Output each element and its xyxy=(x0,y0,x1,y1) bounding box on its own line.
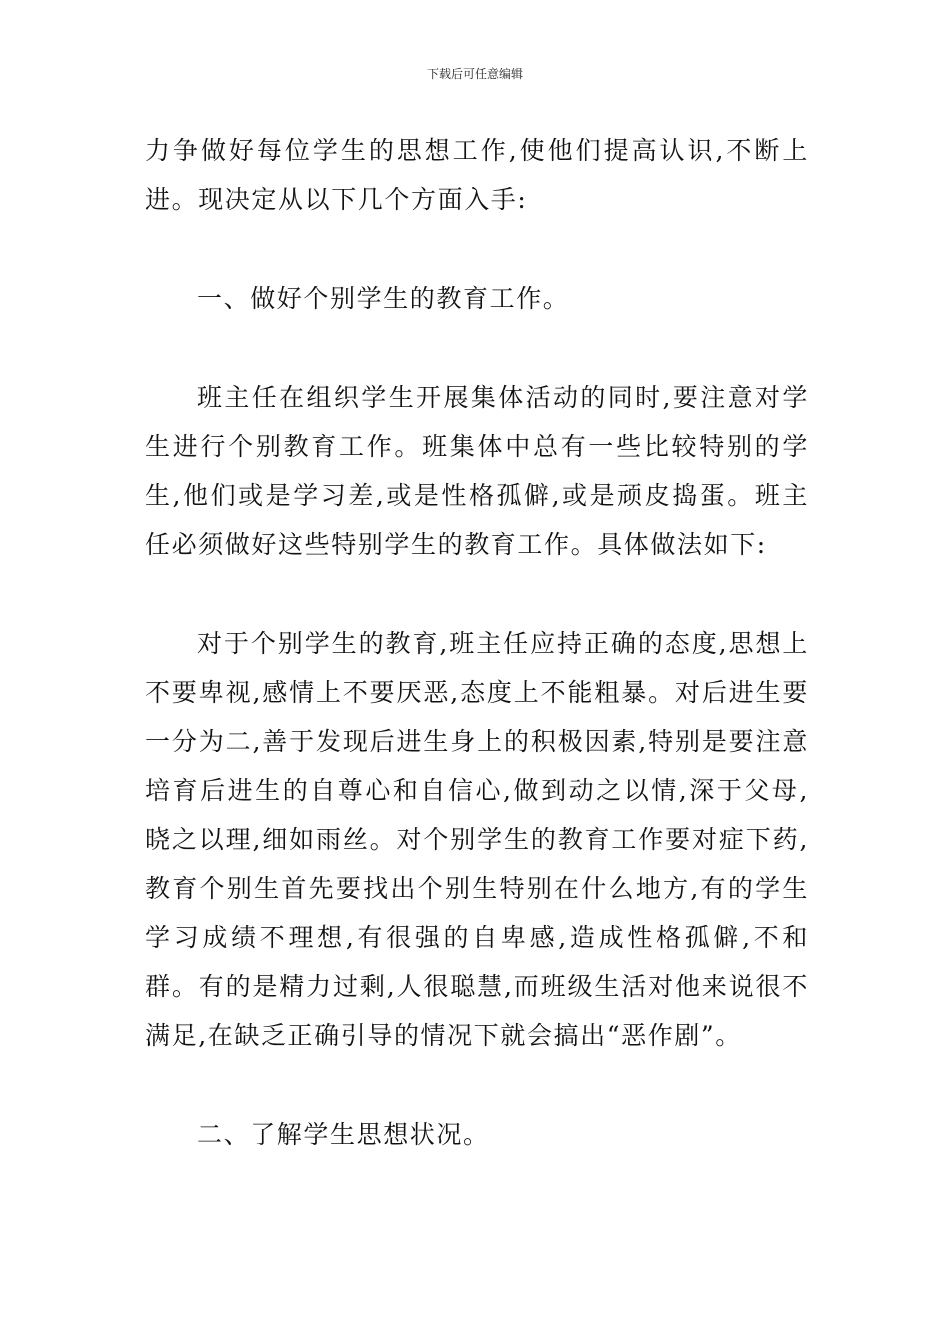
paragraph-continuation: 力争做好每位学生的思想工作,使他们提高认识,不断上进。现决定从以下几个方面入手: xyxy=(145,136,809,214)
paragraph-individual-education: 班主任在组织学生开展集体活动的同时,要注意对学生进行个别教育工作。班集体中总有一些比较特别的学生,他们或是学习差,或是性格孤僻,或是顽皮捣蛋。班主任必须做好这些特别学生的教育工作。具体做法如下: xyxy=(145,383,809,559)
document-body xyxy=(145,126,809,1159)
paragraph-teacher-attitude: 对于个别学生的教育,班主任应持正确的态度,思想上不要卑视,感情上不要厌恶,态度上不能粗暴。对后进生要一分为二,善于发现后进生身上的积极因素,特别是要注意培育后进生的自尊心和自信心,做到动之以情,深于父母,晓之以理,细如雨丝。对个别学生的教育工作要对症下药,教育个别生首先要找出个别生特别在什么地方,有的学生学习成绩不理想,有很强的自卑感,造成性格孤僻,不和群。有的是精力过剩,人很聪慧,而班级生活对他来说很不满足,在缺乏正确引导的情况下就会搞出“恶作剧”。 xyxy=(145,629,809,1050)
section-heading-1: 一、做好个别学生的教育工作。 xyxy=(197,284,570,313)
page-header: 下载后可任意编辑 xyxy=(426,67,523,81)
section-heading-2: 二、了解学生思想状况。 xyxy=(197,1120,490,1149)
